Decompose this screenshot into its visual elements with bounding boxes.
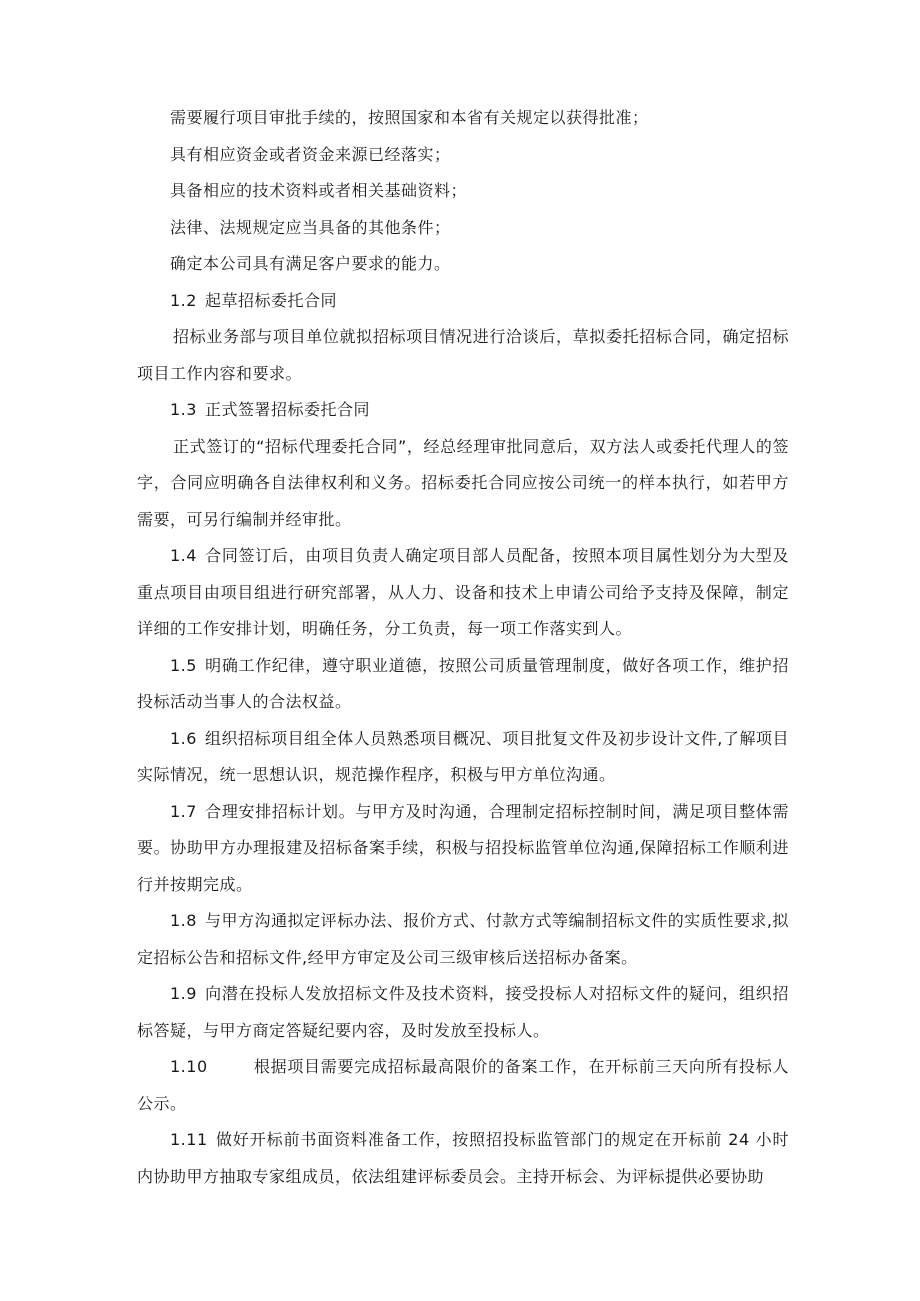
item-text: 明确工作纪律，遵守职业道德，按照公司质量管理制度，做好各项工作，维护招投标活动当事人的合法权益。 [137, 655, 789, 711]
numbered-item-1-10 [137, 1049, 789, 1122]
item-text: 与甲方沟通拟定评标办法、报价方式、付款方式等编制招标文件的实质性要求,拟定招标公告和招标文件,经甲方审定及公司三级审核后送招标办备案。 [137, 911, 789, 967]
numbered-item-1-7 [137, 794, 789, 904]
condition-line: 具有相应资金或者资金来源已经落实； [170, 144, 451, 164]
item-number: 1.5 [170, 655, 197, 675]
section-paragraph: 招标业务部与项目单位就拟招标项目情况进行洽谈后，草拟委托招标合同，确定招标项目工作内容和要求。 [137, 327, 789, 383]
condition-line: 需要履行项目审批手续的，按照国家和本省有关规定以获得批准； [170, 108, 649, 127]
item-number: 1.11 [170, 1130, 208, 1149]
document-body [137, 100, 789, 1195]
numbered-item-1-4 [137, 538, 789, 648]
item-text: 向潜在投标人发放招标文件及技术资料，接受投标人对招标文件的疑问，组织招标答疑，与甲方商定答疑纪要内容，及时发放至投标人。 [137, 984, 789, 1040]
section-number: 1.2 [170, 290, 197, 310]
condition-line: 具备相应的技术资料或者相关基础资料； [170, 181, 468, 200]
item-number: 1.10 [170, 1057, 208, 1076]
section-title: 正式签署招标委托合同 [204, 400, 370, 419]
numbered-item-1-11 [137, 1122, 789, 1195]
section-heading-1-3 [137, 392, 789, 429]
condition-line: 确定本公司具有满足客户要求的能力。 [170, 254, 451, 273]
item-number: 1.7 [170, 801, 197, 821]
item-text: 合理安排招标计划。与甲方及时沟通，合理制定招标控制时间，满足项目整体需要。协助甲方办理报建及招标备案手续，积极与招投标监管单位沟通,保障招标工作顺利进行并按期完成。 [137, 801, 789, 894]
item-number: 1.6 [170, 728, 197, 748]
numbered-item-1-6 [137, 721, 789, 794]
item-text: 组织招标项目组全体人员熟悉项目概况、项目批复文件及初步设计文件,了解项目实际情况，统一思想认识，规范操作程序，积极与甲方单位沟通。 [137, 728, 789, 784]
item-text: 根据项目需要完成招标最高限价的备案工作，在开标前三天向所有投标人公示。 [137, 1057, 789, 1113]
item-text: 做好开标前书面资料准备工作，按照招投标监管部门的规定在开标前 24 小时内协助甲方抽取专家组成员，依法组建评标委员会。主持开标会、为评标提供必要协助 [137, 1130, 789, 1186]
condition-line: 法律、法规规定应当具备的其他条件； [170, 217, 451, 237]
numbered-item-1-5 [137, 648, 789, 721]
numbered-item-1-8 [137, 903, 789, 976]
item-text: 合同签订后，由项目负责人确定项目部人员配备，按照本项目属性划分为大型及重点项目由项目组进行研究部署，从人力、设备和技术上申请公司给予支持及保障，制定详细的工作安排计划，明确任务，分工负责，每一项工作落实到人。 [137, 546, 789, 638]
section-number: 1.3 [170, 400, 197, 419]
numbered-item-1-9 [137, 976, 789, 1049]
section-paragraph: 正式签订的“招标代理委托合同”，经总经理审批同意后，双方法人或委托代理人的签字，合同应明确各自法律权利和义务。招标委托合同应按公司统一的样本执行，如若甲方需要，可另行编制并经审批。 [137, 436, 789, 529]
item-number: 1.9 [170, 984, 197, 1003]
section-title: 起草招标委托合同 [204, 290, 337, 310]
item-number: 1.8 [170, 911, 197, 930]
item-number: 1.4 [170, 546, 197, 565]
section-heading-1-2 [137, 283, 789, 320]
